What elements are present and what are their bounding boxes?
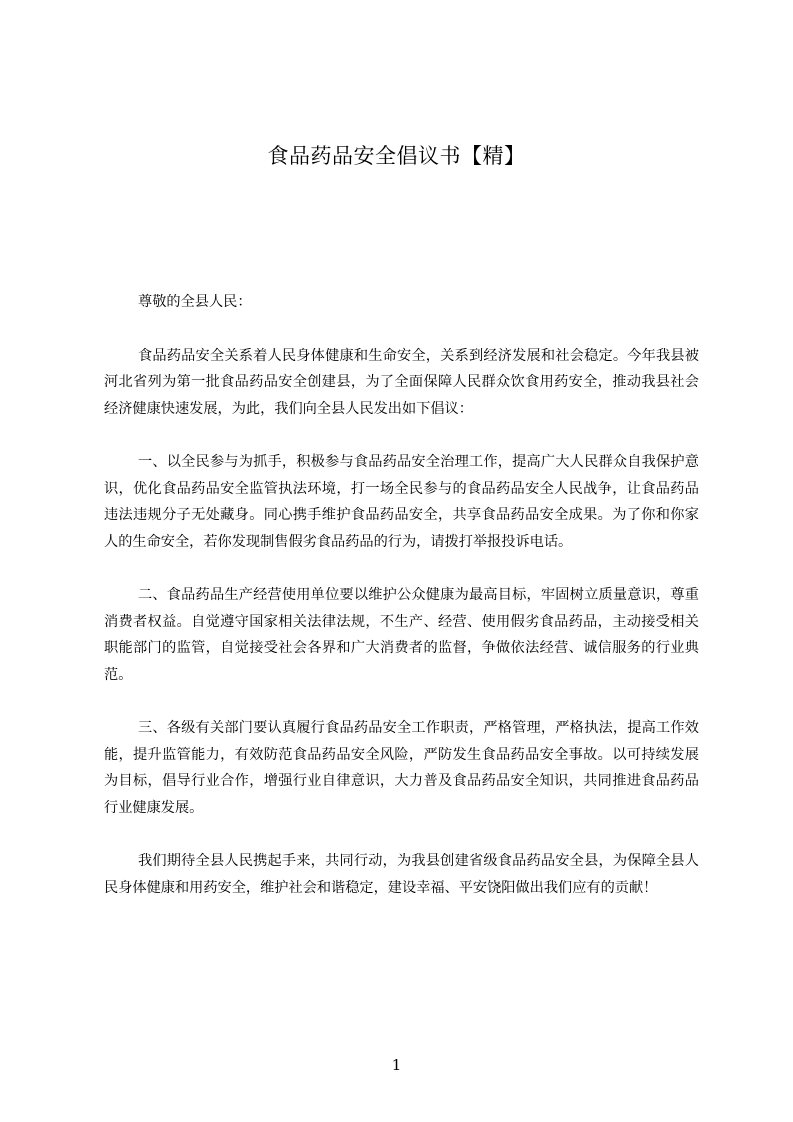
paragraph-intro: 食品药品安全关系着人民身体健康和生命安全，关系到经济发展和社会稳定。今年我县被河北省列为第一批食品药品安全创建县，为了全面保障人民群众饮食用药安全，推动我县社会经济健康快速发展，为此，我们向全县人民发出如下倡议：	[104, 347, 699, 417]
paragraph-point-two: 二、食品药品生产经营使用单位要以维护公众健康为最高目标，牢固树立质量意识，尊重消费者权益。自觉遵守国家相关法律法规，不生产、经营、使用假劣食品药品，主动接受相关职能部门的监管，自觉接受社会各界和广大消费者的监督，争做依法经营、诚信服务的行业典范。	[104, 587, 699, 683]
document-title: 食品药品安全倡议书【精】	[267, 144, 526, 168]
paragraph-closing: 我们期待全县人民携起手来，共同行动，为我县创建省级食品药品安全县，为保障全县人民身体健康和用药安全，维护社会和谐稳定，建设幸福、平安饶阳做出我们应有的贡献！	[104, 853, 699, 896]
paragraph-point-one: 一、以全民参与为抓手，积极参与食品药品安全治理工作，提高广大人民群众自我保护意识，优化食品药品安全监管执法环境，打一场全民参与的食品药品安全人民战争，让食品药品违法违规分子无处藏身。同心携手维护食品药品安全，共享食品药品安全成果。为了你和你家人的生命安全，若你发现制售假劣食品药品的行为，请拨打举报投诉电话。	[104, 454, 699, 550]
page-number: 1	[391, 1056, 402, 1074]
paragraph-point-three: 三、各级有关部门要认真履行食品药品安全工作职责，严格管理，严格执法，提高工作效能，提升监管能力，有效防范食品药品安全风险，严防发生食品药品安全事故。以可持续发展为目标，倡导行业合作，增强行业自律意识，大力普及食品药品安全知识，共同推进食品药品行业健康发展。	[104, 720, 699, 816]
document-body	[104, 289, 699, 928]
salutation: 尊敬的全县人民：	[138, 294, 252, 310]
